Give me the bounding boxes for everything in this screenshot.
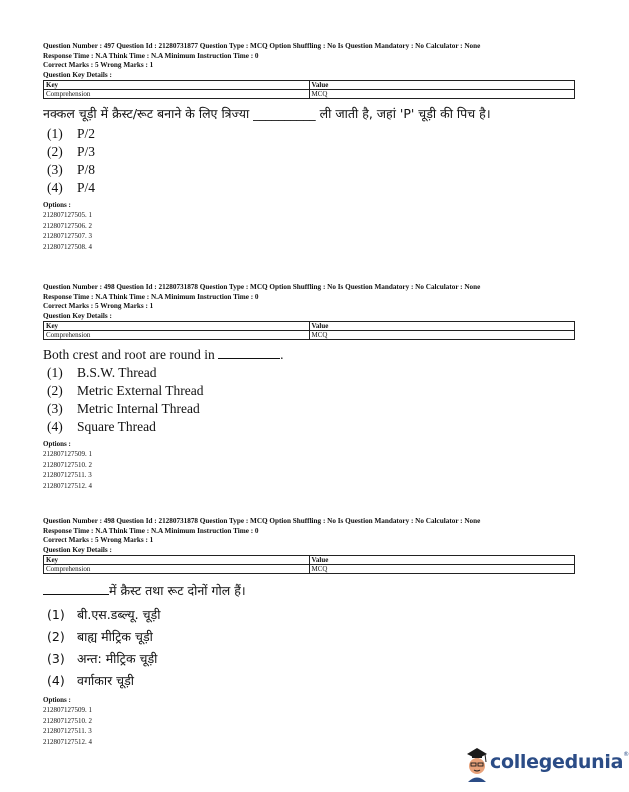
- option-3: (3) Metric Internal Thread: [47, 401, 200, 417]
- options-list: [43, 125, 575, 197]
- option-id: 212807127506. 2: [43, 221, 92, 230]
- option-1: (1) बी.एस.डब्ल्यू. चूड़ी: [47, 607, 161, 623]
- marks: Correct Marks : 5 Wrong Marks : 1: [43, 302, 154, 311]
- key-details-label: Question Key Details :: [43, 545, 112, 554]
- option-4: (4) वर्गाकार चूड़ी: [47, 673, 135, 689]
- option-1: (1) B.S.W. Thread: [47, 365, 157, 381]
- response-time: Response Time : N.A Think Time : N.A Minimum Instruction Time : 0: [43, 51, 259, 60]
- question-block-497: [43, 42, 575, 252]
- key-header: Key: [44, 81, 310, 90]
- answer-blank: [218, 347, 280, 359]
- question-text: में क्रैस्ट तथा रूट दोनों गोल हैं।: [43, 582, 575, 600]
- value-header: Value: [309, 81, 575, 90]
- key-cell: Comprehension: [44, 331, 310, 340]
- key-details-label: Question Key Details :: [43, 311, 112, 320]
- question-header: Question Number : 498 Question Id : 21280731878 Question Type : MCQ Option Shuffling : No Is Question Mandatory : No Calculator : None: [43, 283, 481, 291]
- answer-blank: [43, 583, 109, 595]
- option-3: (3) P/8: [47, 162, 96, 178]
- value-header: Value: [309, 556, 575, 565]
- option-4: (4) P/4: [47, 180, 96, 196]
- option-id: 212807127509. 1: [43, 450, 92, 459]
- question-text: नक्कल चूड़ी में क्रैस्ट/रूट बनाने के लिए त्रिज्या __________ ली जाती है, जहां 'P' चूड़ी की पिच है।: [43, 106, 491, 122]
- options-label: Options :: [43, 440, 71, 449]
- option-2: (2) Metric External Thread: [47, 383, 204, 399]
- key-value-table: [43, 80, 575, 99]
- option-2: (2) बाह्य मीट्रिक चूड़ी: [47, 629, 153, 645]
- option-id: 212807127512. 4: [43, 481, 92, 490]
- key-cell: Comprehension: [44, 565, 310, 574]
- question-block-498-en: [43, 283, 575, 491]
- option-2: (2) P/3: [47, 144, 96, 160]
- value-cell: MCQ: [309, 90, 575, 99]
- option-1: (1) P/2: [47, 126, 96, 142]
- key-cell: Comprehension: [44, 90, 310, 99]
- option-id: 212807127508. 4: [43, 242, 92, 251]
- marks: Correct Marks : 5 Wrong Marks : 1: [43, 61, 154, 70]
- option-id: 212807127507. 3: [43, 232, 92, 241]
- option-id: 212807127510. 2: [43, 460, 92, 469]
- response-time: Response Time : N.A Think Time : N.A Minimum Instruction Time : 0: [43, 292, 259, 301]
- key-value-table: [43, 555, 575, 574]
- logo-wordmark: collegedunia®: [490, 751, 629, 773]
- question-header: Question Number : 497 Question Id : 21280731877 Question Type : MCQ Option Shuffling : No Is Question Mandatory : No Calculator : None: [43, 42, 481, 50]
- value-cell: MCQ: [309, 565, 575, 574]
- options-label: Options :: [43, 201, 71, 210]
- key-header: Key: [44, 322, 310, 331]
- question-block-498-hi: [43, 517, 575, 747]
- option-id: 212807127512. 4: [43, 737, 92, 746]
- value-cell: MCQ: [309, 331, 575, 340]
- key-header: Key: [44, 556, 310, 565]
- option-id: 212807127511. 3: [43, 471, 92, 480]
- question-header: Question Number : 498 Question Id : 21280731878 Question Type : MCQ Option Shuffling : No Is Question Mandatory : No Calculator : None: [43, 517, 481, 525]
- response-time: Response Time : N.A Think Time : N.A Minimum Instruction Time : 0: [43, 526, 259, 535]
- option-4: (4) Square Thread: [47, 419, 156, 435]
- option-id: 212807127511. 3: [43, 727, 92, 736]
- key-details-label: Question Key Details :: [43, 70, 112, 79]
- options-list: [43, 364, 575, 436]
- key-value-table: [43, 321, 575, 340]
- option-id: 212807127509. 1: [43, 706, 92, 715]
- option-id: 212807127510. 2: [43, 716, 92, 725]
- option-3: (3) अन्त: मीट्रिक चूड़ी: [47, 651, 158, 667]
- value-header: Value: [309, 322, 575, 331]
- options-label: Options :: [43, 696, 71, 705]
- option-id: 212807127505. 1: [43, 211, 92, 220]
- options-list: [43, 604, 575, 692]
- question-text: Both crest and root are round in .: [43, 347, 284, 363]
- marks: Correct Marks : 5 Wrong Marks : 1: [43, 536, 154, 545]
